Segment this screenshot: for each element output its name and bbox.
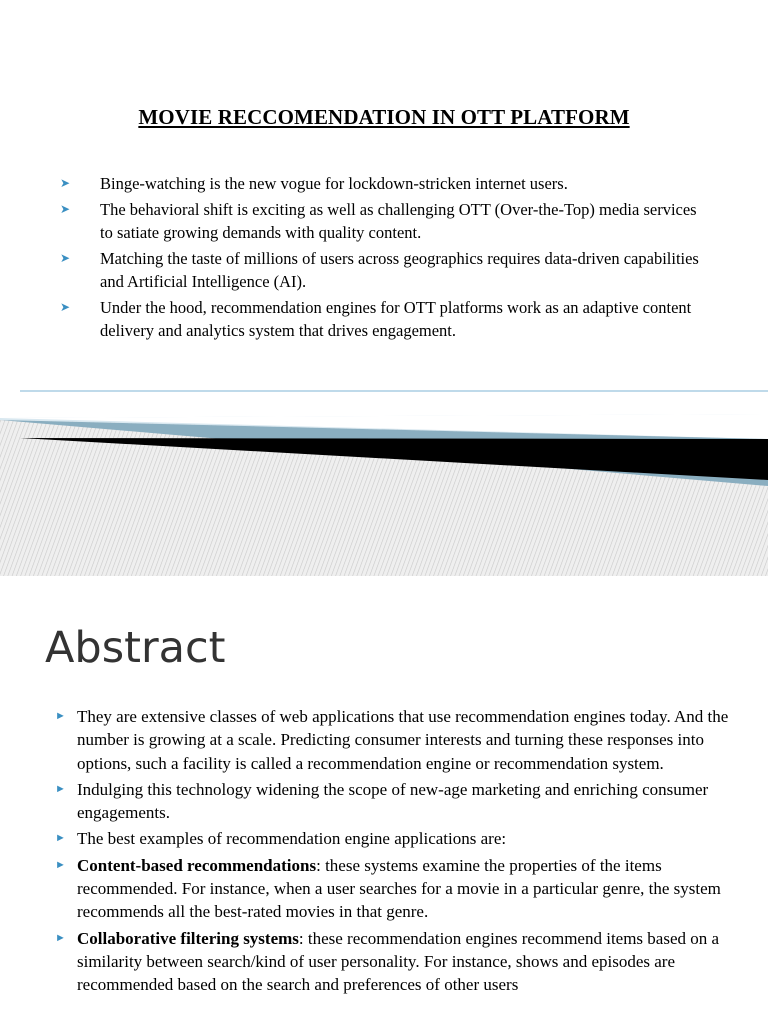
abstract-bullet-text: Indulging this technology widening the scope of new-age marketing and enriching consumer engagements. [77, 779, 709, 823]
abstract-bullet [50, 705, 730, 775]
slide1-bullet [60, 198, 700, 244]
arrow-bullet-icon: ► [55, 931, 66, 944]
arrow-bullet-icon: ► [55, 710, 66, 722]
arrow-bullet-icon: ➤ [60, 176, 71, 190]
abstract-bullet [50, 827, 730, 850]
arrow-bullet-icon: ➤ [60, 251, 71, 265]
abstract-bullet-text: They are extensive classes of web applications that use recommendation engines today. And the number is growing at a scale. Predicting consumer interests and turning these responses into options, such a facility is called a recommendation engine or recommendation system. [77, 707, 729, 773]
slide1-bullet-text: The behavioral shift is exciting as well as challenging OTT (Over-the-Top) media services to satiate growing demands with quality content. [100, 200, 697, 242]
arrow-bullet-icon: ► [55, 858, 66, 871]
abstract-bullet-text: The best examples of recommendation engine applications are: [77, 829, 507, 849]
slide1-bullet-list [60, 172, 700, 345]
slide1-bullet-text: Matching the taste of millions of users across geographics requires data-driven capabilities and Artificial Intelligence (AI). [100, 249, 699, 291]
abstract-bullet [50, 778, 730, 825]
slide1-bullet [60, 172, 700, 195]
arrow-bullet-icon: ► [55, 782, 66, 795]
abstract-bullet [50, 854, 730, 924]
abstract-title: Abstract [45, 623, 226, 673]
slide-divider-band [0, 386, 768, 578]
abstract-bullet-list [50, 705, 730, 1000]
abstract-bullet-bold: Content-based recommendations [77, 855, 317, 875]
slide1-bullet-text: Binge-watching is the new vogue for lockdown-stricken internet users. [100, 174, 568, 193]
arrow-bullet-icon: ► [55, 832, 66, 845]
slide1-bullet-text: Under the hood, recommendation engines for OTT platforms work as an adaptive content delivery and analytics system that drives engagement. [100, 298, 692, 340]
slide1-title: MOVIE RECCOMENDATION IN OTT PLATFORM [138, 105, 630, 130]
arrow-bullet-icon: ➤ [60, 202, 71, 216]
arrow-bullet-icon: ➤ [60, 300, 71, 314]
slide1-bullet [60, 247, 700, 293]
abstract-bullet-text: : these systems examine the properties of the items recommended. For instance, when a user searches for a movie in a particular genre, the system recommends all the best-rated movies in that genre. [77, 855, 721, 922]
abstract-bullet-text: : these recommendation engines recommend items based on a similarity between search/kind of user personality. For instance, shows and episodes are recommended based on the search and preferences of other users [77, 928, 720, 995]
slide1-bullet [60, 296, 700, 342]
abstract-bullet-bold: Collaborative filtering systems [77, 928, 299, 948]
abstract-bullet [50, 927, 730, 997]
